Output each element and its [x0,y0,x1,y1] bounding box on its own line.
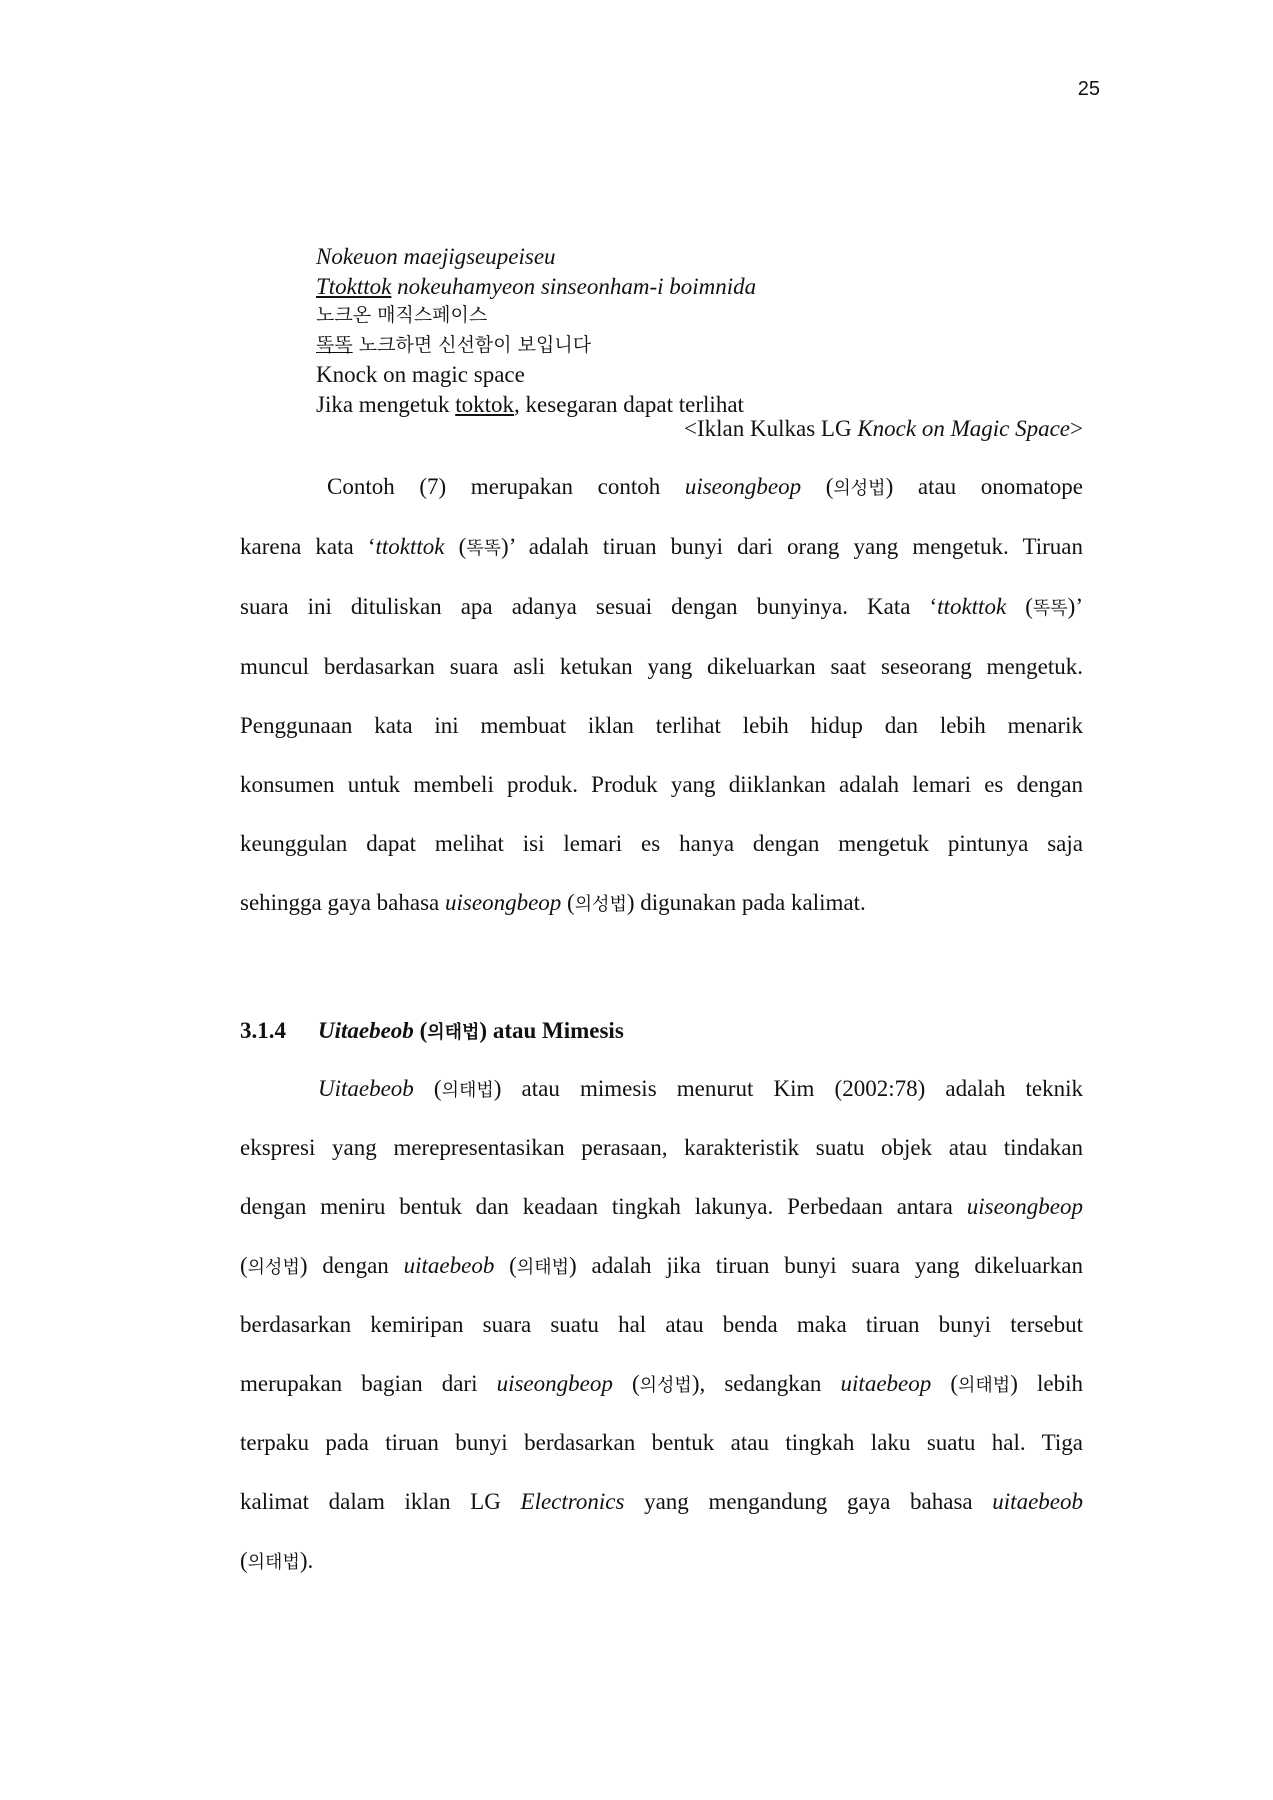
section-number: 3.1.4 [240,1018,286,1043]
paragraph-line: Contoh (7) merupakan contoh uiseongbeop (의성법) atau onomatope [327,474,1083,499]
example-line-english: Knock on magic space [316,362,525,387]
paragraph-line: (의태법). [240,1548,314,1573]
paragraph-line: muncul berdasarkan suara asli ketukan yang dikeluarkan saat seseorang mengetuk. [240,654,1083,679]
paragraph-line: sehingga gaya bahasa uiseongbeop (의성법) digunakan pada kalimat. [240,890,866,915]
paragraph-line: berdasarkan kemiripan suara suatu hal atau benda maka tiruan bunyi tersebut [240,1312,1083,1337]
section-heading: 3.1.4 Uitaebeob (의태법) atau Mimesis [240,1018,624,1043]
paragraph-line: terpaku pada tiruan bunyi berdasarkan bentuk atau tingkah laku suatu hal. Tiga [240,1430,1083,1455]
example-line-indonesian: Jika mengetuk toktok, kesegaran dapat terlihat [316,391,744,417]
paragraph-line: ekspresi yang merepresentasikan perasaan, karakteristik suatu objek atau tindakan [240,1135,1083,1160]
paragraph-line: Penggunaan kata ini membuat iklan terlihat lebih hidup dan lebih menarik [240,713,1083,738]
example-line-korean-1: 노크온 매직스페이스 [316,304,488,326]
example-source: <Iklan Kulkas LG Knock on Magic Space> [684,416,1083,441]
paragraph-line: konsumen untuk membeli produk. Produk yang diiklankan adalah lemari es dengan [240,772,1083,797]
paragraph-line: karena kata ‘ttokttok (똑똑)’ adalah tiruan bunyi dari orang yang mengetuk. Tiruan [240,534,1083,559]
example-line-romanized-2: Ttokttok nokeuhamyeon sinseonham-i boimnida [316,273,757,299]
paragraph-line: Uitaebeob (의태법) atau mimesis menurut Kim (2002:78) adalah teknik [318,1076,1083,1101]
example-line-romanized-1: Nokeuon maejigseupeiseu [316,244,556,269]
example-block [316,242,756,419]
paragraph-line: dengan meniru bentuk dan keadaan tingkah lakunya. Perbedaan antara uiseongbeop [240,1194,1083,1219]
paragraph-line: merupakan bagian dari uiseongbeop (의성법), sedangkan uitaebeop (의태법) lebih [240,1371,1083,1396]
paragraph-line: suara ini dituliskan apa adanya sesuai dengan bunyinya. Kata ‘ttokttok (똑똑)’ [240,594,1083,619]
paragraph-line: (의성법) dengan uitaebeob (의태법) adalah jika tiruan bunyi suara yang dikeluarkan [240,1253,1083,1278]
example-line-korean-2: 똑똑 노크하면 신선함이 보입니다 [316,333,592,356]
page-number: 25 [1077,78,1100,100]
paragraph-line: keunggulan dapat melihat isi lemari es hanya dengan mengetuk pintunya saja [240,831,1083,856]
paragraph-line: kalimat dalam iklan LG Electronics yang mengandung gaya bahasa uitaebeob [240,1489,1083,1514]
